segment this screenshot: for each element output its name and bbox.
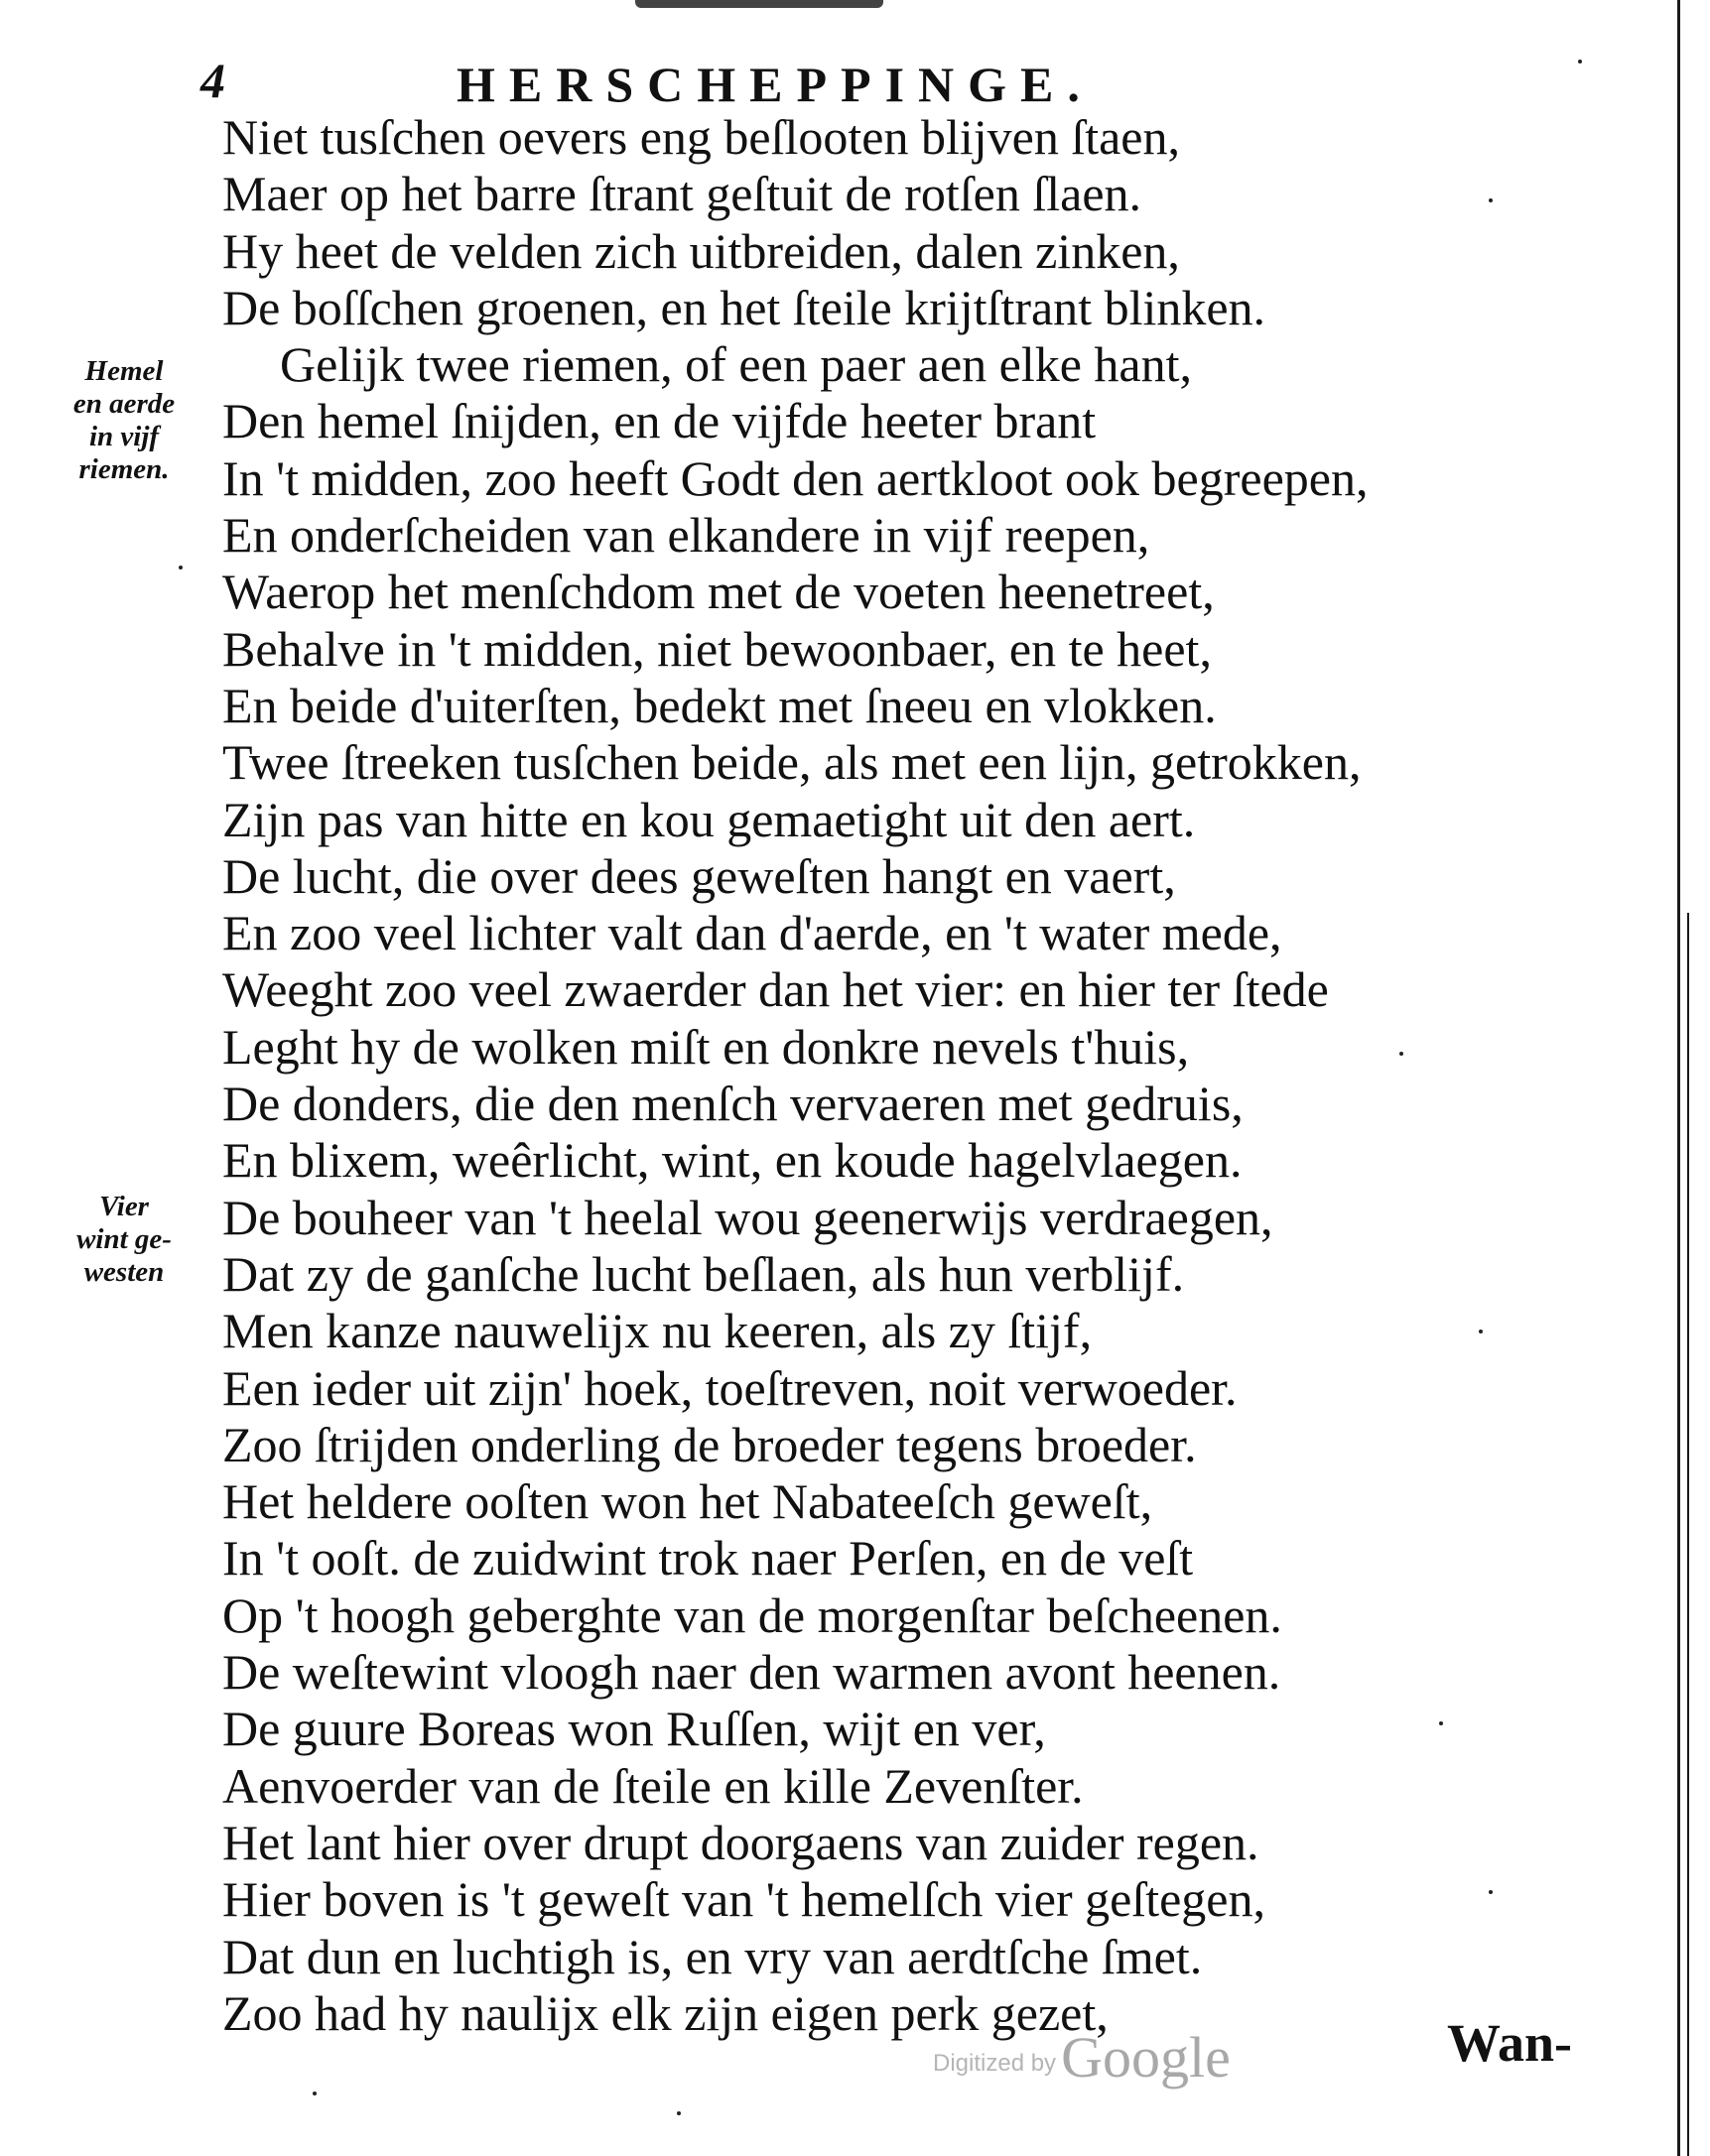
verse-line: Waerop het menſchdom met de voeten heenetreet, bbox=[222, 564, 1215, 620]
verse-line: Aenvoerder van de ſteile en kille Zevenſter. bbox=[222, 1757, 1084, 1814]
ink-speck bbox=[1578, 60, 1582, 63]
sidenote-line: in vijf bbox=[88, 421, 160, 452]
ink-speck bbox=[313, 2092, 317, 2095]
sidenote-line: Vier bbox=[99, 1191, 149, 1222]
verse-line: Behalve in 't midden, niet bewoonbaer, en te heet, bbox=[222, 620, 1212, 677]
ink-speck bbox=[1489, 198, 1493, 202]
top-edge-shadow bbox=[635, 0, 883, 8]
poem-text bbox=[222, 109, 1592, 2042]
running-head: HERSCHEPPINGE. bbox=[457, 57, 1094, 112]
verse-line: De donders, die den menſch vervaeren met gedruis, bbox=[222, 1076, 1244, 1132]
verse-line: Zijn pas van hitte en kou gemaetight uit den aert. bbox=[222, 791, 1196, 847]
digitized-watermark bbox=[933, 2024, 1231, 2091]
verse-line: Zoo had hy naulijx elk zijn eigen perk gezet, bbox=[222, 1984, 1109, 2041]
page-number: 4 bbox=[200, 53, 225, 108]
catchword: Wan- bbox=[1447, 2013, 1573, 2073]
verse-line: Hy heet de velden zich uitbreiden, dalen zinken, bbox=[222, 222, 1180, 279]
ink-speck bbox=[179, 566, 183, 570]
ink-speck bbox=[1439, 1721, 1443, 1725]
verse-line: Niet tusſchen oevers eng beſlooten blijven ſtaen, bbox=[222, 109, 1180, 165]
verse-line: De boſſchen groenen, en het ſteile krijtſtrant blinken. bbox=[222, 279, 1266, 335]
watermark-prefix: Digitized by bbox=[933, 2050, 1057, 2077]
right-edge-line-inner bbox=[1687, 913, 1689, 2156]
verse-line: En blixem, weêrlicht, wint, en koude hagelvlaegen. bbox=[222, 1132, 1243, 1189]
sidenote-line: riemen. bbox=[78, 453, 170, 485]
google-logo: Google bbox=[1061, 2025, 1231, 2090]
verse-line: Den hemel ſnijden, en de vijfde heeter brant bbox=[222, 393, 1097, 449]
sidenote-line: Hemel bbox=[84, 355, 164, 387]
verse-line: Het heldere ooſten won het Nabateeſch geweſt, bbox=[222, 1473, 1153, 1530]
sidenote-hemel bbox=[60, 355, 189, 486]
verse-line: Maer op het barre ſtrant geſtuit de rotſen ſlaen. bbox=[222, 166, 1142, 222]
verse-line: De guure Boreas won Ruſſen, wijt en ver, bbox=[222, 1701, 1046, 1757]
verse-line: Hier boven is 't geweſt van 't hemelſch vier geſtegen, bbox=[222, 1871, 1266, 1928]
sidenote-line: en aerde bbox=[72, 388, 176, 420]
sidenote-line: wint ge- bbox=[76, 1223, 172, 1255]
ink-speck bbox=[1489, 1890, 1493, 1894]
right-edge-line bbox=[1677, 0, 1680, 2156]
ink-speck bbox=[1479, 1330, 1483, 1333]
verse-line: Zoo ſtrijden onderling de broeder tegens broeder. bbox=[222, 1416, 1197, 1472]
page-header bbox=[189, 52, 1330, 111]
verse-line: Het lant hier over drupt doorgaens van zuider regen. bbox=[222, 1814, 1259, 1870]
verse-line: De weſtewint vloogh naer den warmen avont heenen. bbox=[222, 1644, 1281, 1701]
verse-line: Gelijk twee riemen, of een paer aen elke hant, bbox=[280, 336, 1192, 393]
verse-line: De lucht, die over dees geweſten hangt en vaert, bbox=[222, 847, 1176, 904]
verse-line: In 't ooſt. de zuidwint trok naer Perſen, en de veſt bbox=[222, 1530, 1194, 1586]
verse-line: En onderſcheiden van elkandere in vijf reepen, bbox=[222, 507, 1150, 564]
verse-line: De bouheer van 't heelal wou geenerwijs verdraegen, bbox=[222, 1189, 1273, 1245]
verse-line: Weeght zoo veel zwaerder dan het vier: en hier ter ſtede bbox=[222, 961, 1329, 1018]
verse-line: Twee ſtreeken tusſchen beide, als met een lijn, getrokken, bbox=[222, 734, 1362, 791]
verse-line: En zoo veel lichter valt dan d'aerde, en 't water mede, bbox=[222, 905, 1282, 961]
sidenote-line: westen bbox=[83, 1256, 165, 1288]
verse-line: En beide d'uiterſten, bedekt met ſneeu en vlokken. bbox=[222, 677, 1217, 733]
ink-speck bbox=[1399, 1052, 1403, 1056]
sidenote-vier bbox=[60, 1191, 189, 1289]
verse-line: Men kanze nauwelijx nu keeren, als zy ſtijf, bbox=[222, 1303, 1093, 1359]
ink-speck bbox=[677, 2111, 681, 2115]
verse-line: Dat zy de ganſche lucht beſlaen, als hun verblijf. bbox=[222, 1245, 1185, 1302]
verse-line: Een ieder uit zijn' hoek, toeſtreven, noit verwoeder. bbox=[222, 1359, 1238, 1416]
verse-line: Leght hy de wolken miſt en donkre nevels t'huis, bbox=[222, 1018, 1190, 1075]
verse-line: Dat dun en luchtigh is, en vry van aerdtſche ſmet. bbox=[222, 1928, 1203, 1984]
verse-line: Op 't hoogh geberghte van de morgenſtar beſcheenen. bbox=[222, 1586, 1282, 1643]
verse-line: In 't midden, zoo heeft Godt den aertkloot ook begreepen, bbox=[222, 449, 1369, 506]
